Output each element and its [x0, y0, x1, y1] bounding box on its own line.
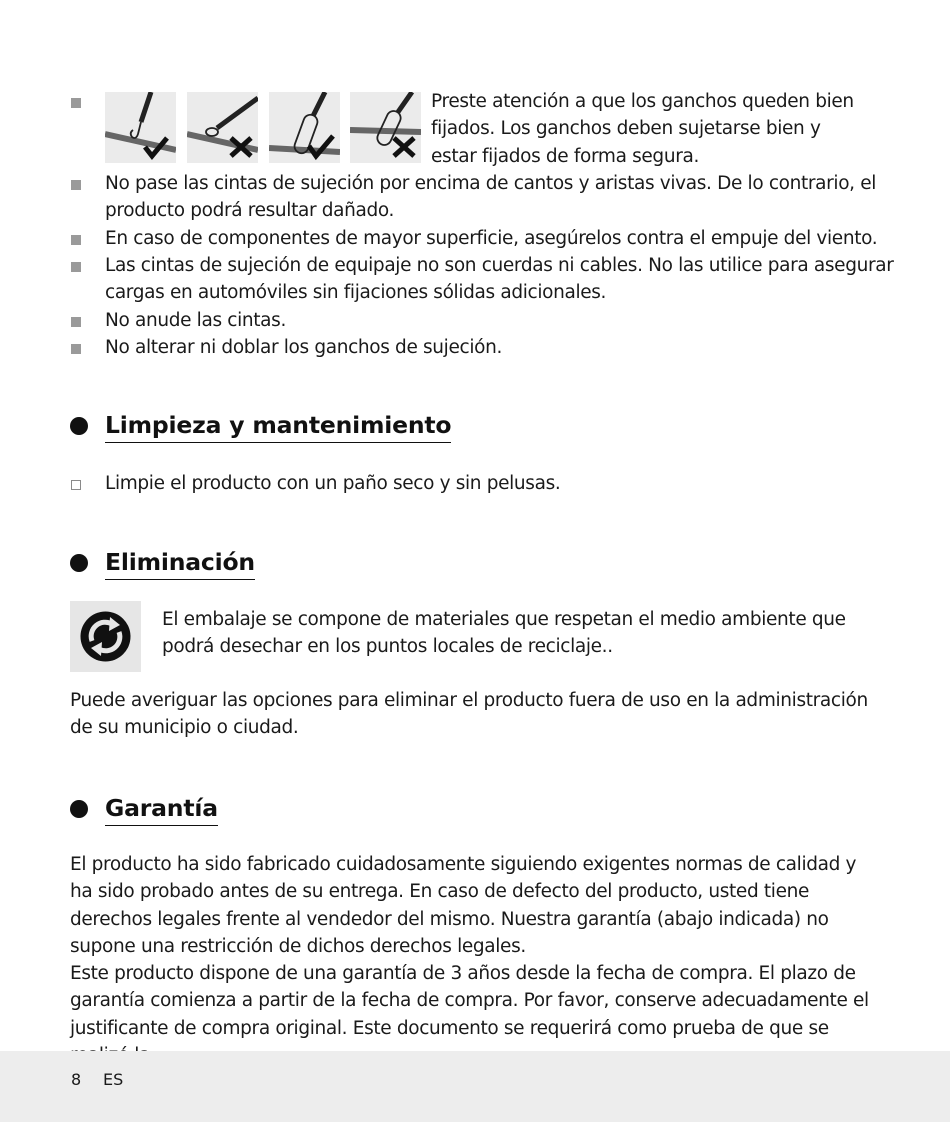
bullet-marker — [71, 235, 81, 245]
bullet-marker — [71, 317, 81, 327]
section-title-disposal: Eliminación — [105, 547, 255, 580]
safety-item-cables: Las cintas de sujeción de equipaje no son cuerdas ni cables. No las utilice para asegurar cargas en automóviles sin fijaciones sólidas adicionales. — [105, 255, 894, 304]
cleaning-item: Limpie el producto con un paño seco y sin pelusas. — [105, 473, 561, 494]
bullet-marker — [71, 262, 81, 272]
safety-item-knot: No anude las cintas. — [105, 310, 286, 331]
page-footer — [0, 1051, 950, 1122]
safety-item-hooks: Preste atención a que los ganchos queden bien fijados. Los ganchos deben sujetarse bien y estar fijados de forma segura. — [431, 91, 854, 167]
safety-item-bend: No alterar ni doblar los ganchos de sujeción. — [105, 337, 502, 358]
warranty-paragraph-2: Este producto dispone de una garantía de 3 años desde la fecha de compra. El plazo de garantía comienza a partir de la fecha de compra. Por favor, conserve adecuadamente el justificante de compra original. Este documento se requerirá como prueba de que se — [70, 963, 869, 1039]
hook-correct-pictogram — [105, 92, 176, 163]
carabiner-correct-pictogram — [269, 92, 340, 163]
section-bullet-icon — [70, 554, 88, 572]
page-number: 8 — [71, 1070, 82, 1089]
section-title-cleaning: Limpieza y mantenimiento — [105, 410, 451, 443]
carabiner-incorrect-pictogram — [350, 92, 421, 163]
list-box-marker — [71, 480, 81, 490]
warranty-paragraph-1: El producto ha sido fabricado cuidadosamente siguiendo exigentes normas de calidad y ha sido probado antes de su entrega. En caso de defecto del producto, usted tiene derechos legales frente al vendedor del mismo. Nuestra garantía (abajo indicada) no supone una restricción de dichos derechos legales. — [70, 854, 857, 957]
bullet-marker — [71, 180, 81, 190]
bullet-marker — [71, 98, 81, 108]
section-bullet-icon — [70, 800, 88, 818]
hook-incorrect-pictogram — [187, 92, 258, 163]
safety-item-wind: En caso de componentes de mayor superficie, asegúrelos contra el empuje del viento. — [105, 228, 878, 249]
recycling-green-dot-icon — [70, 601, 141, 672]
safety-item-edges: No pase las cintas de sujeción por encima de cantos y aristas vivas. De lo contrario, el producto podrá resultar dañado. — [105, 173, 877, 222]
section-title-warranty: Garantía — [105, 793, 218, 826]
language-code: ES — [103, 1070, 124, 1089]
disposal-product-text: Puede averiguar las opciones para eliminar el producto fuera de uso en la administración de su municipio o ciudad. — [70, 690, 868, 739]
disposal-packaging-text: El embalaje se compone de materiales que respetan el medio ambiente que podrá desechar en los puntos locales de reciclaje.. — [162, 609, 846, 658]
section-bullet-icon — [70, 417, 88, 435]
bullet-marker — [71, 344, 81, 354]
